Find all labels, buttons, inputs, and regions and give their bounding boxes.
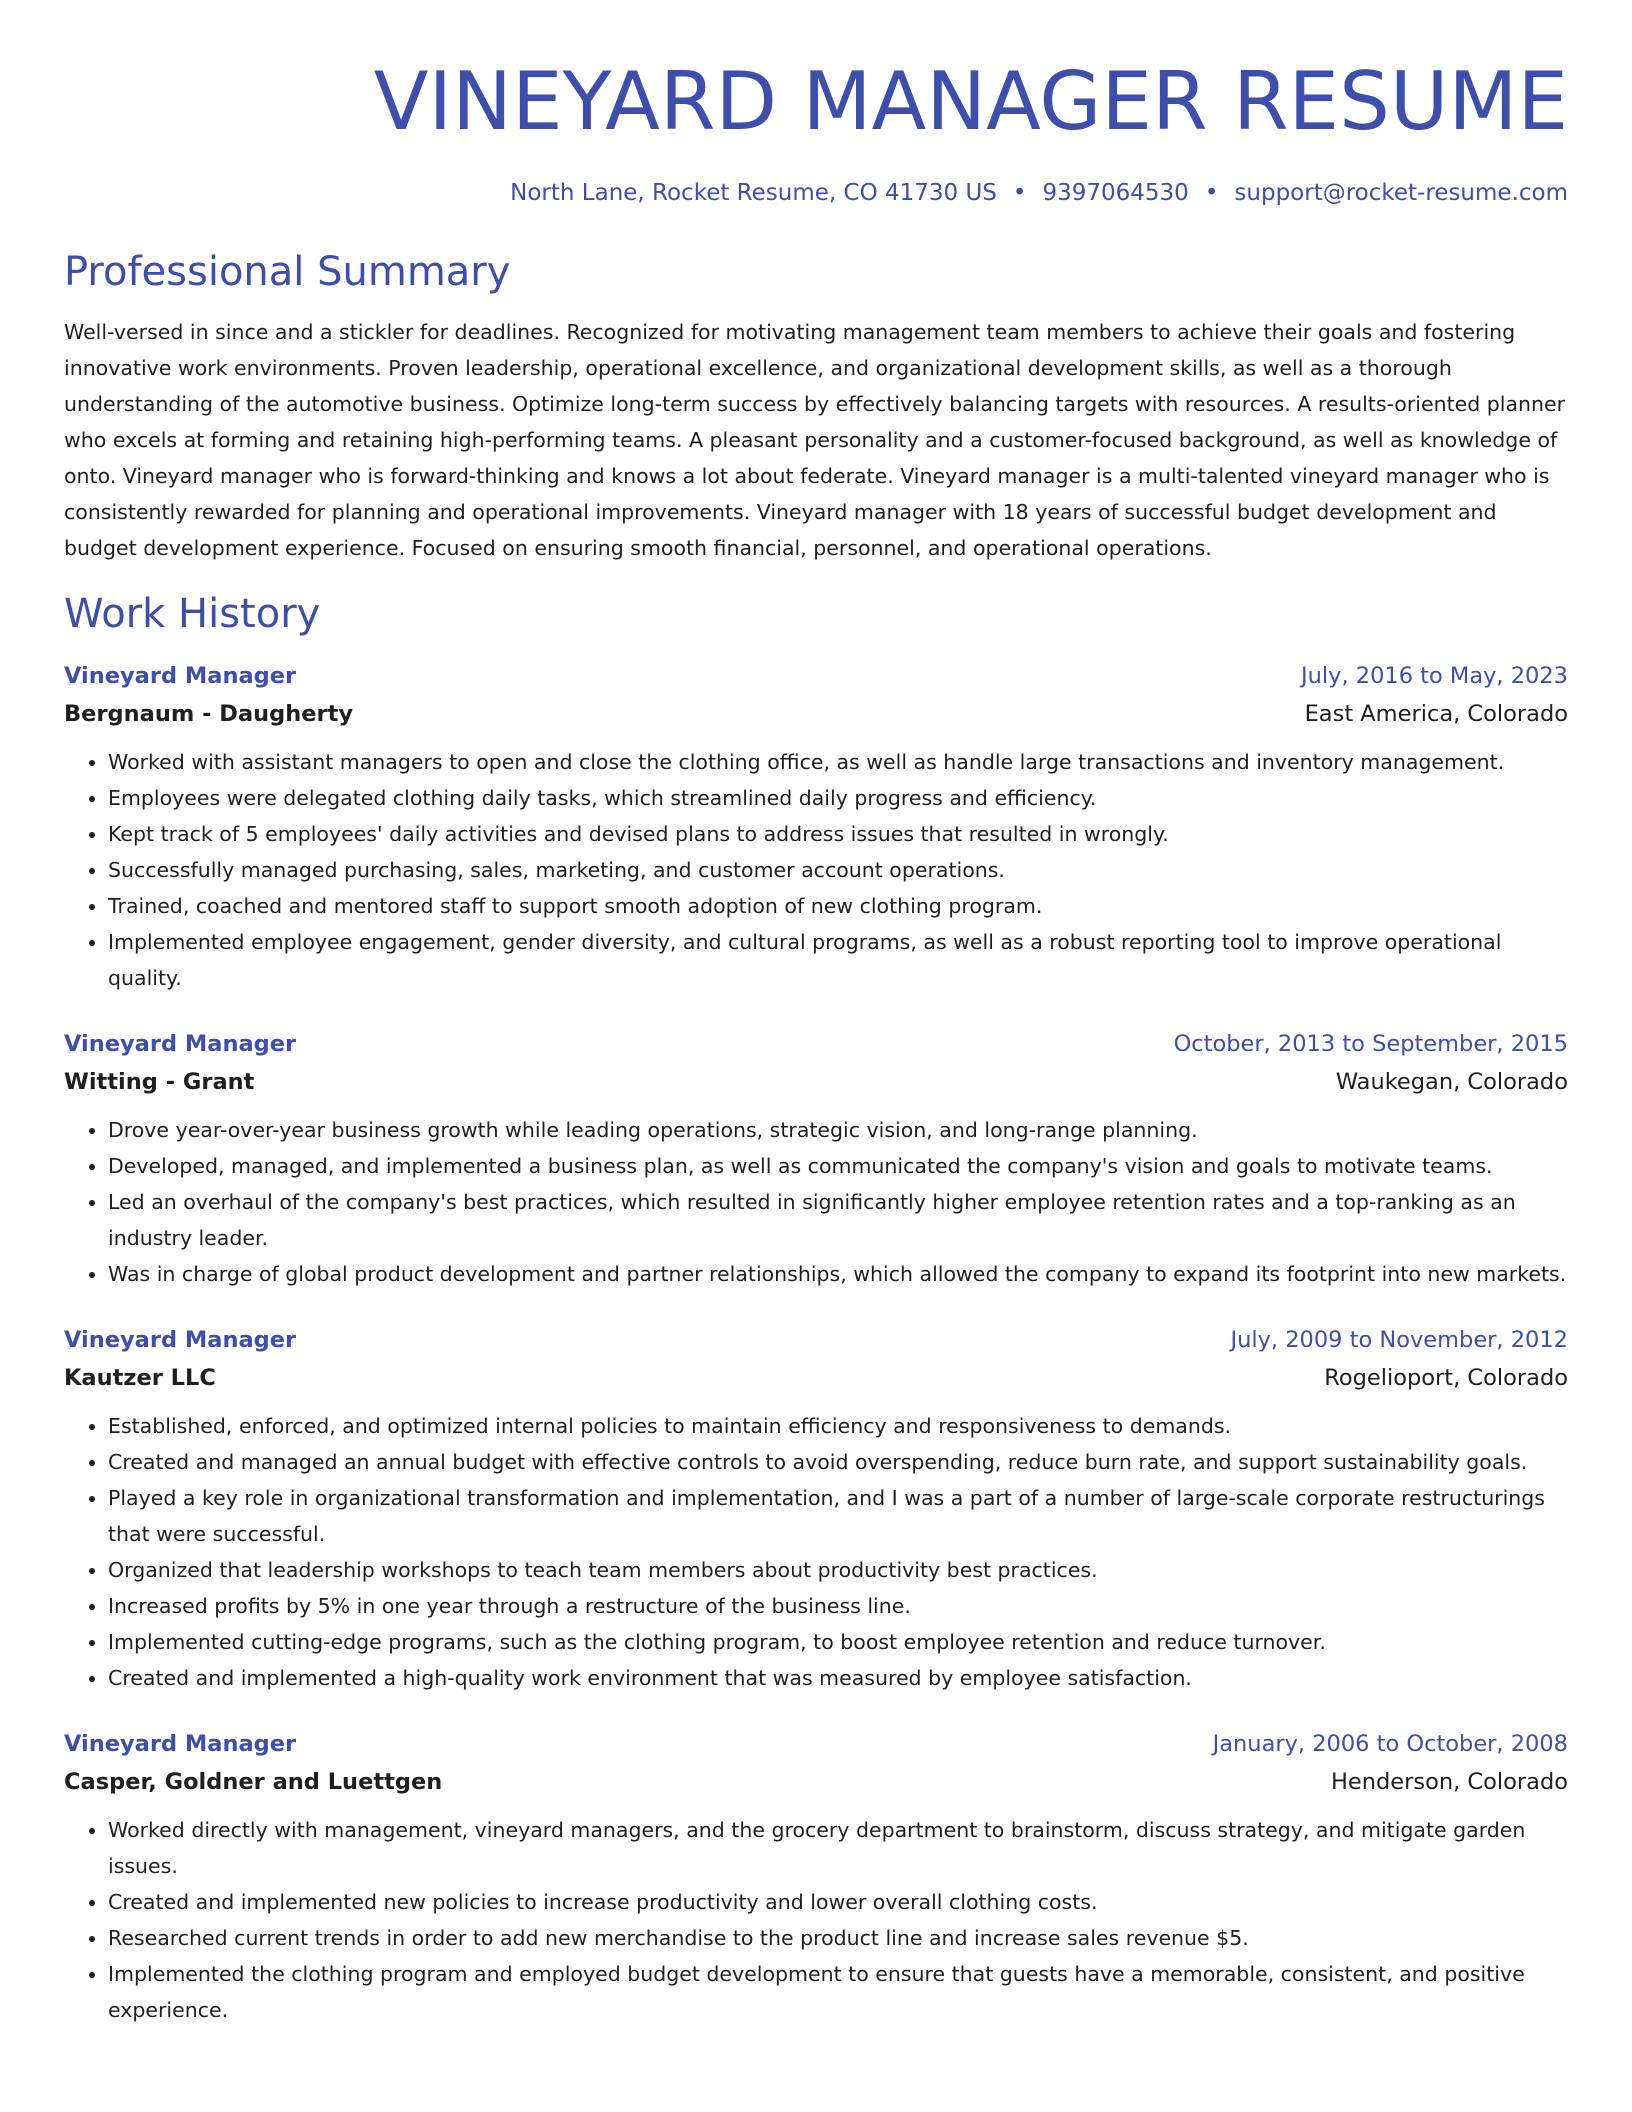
- job-bullets: [64, 1408, 1568, 1696]
- job-dates: July, 2009 to November, 2012: [1230, 1327, 1568, 1353]
- job-bullet: • Drove year-over-year business growth while leading operations, strategic vision, and long-range planning.: [108, 1112, 1568, 1148]
- job-company-row: [64, 694, 1568, 734]
- job-title-row: [64, 658, 1568, 694]
- job-title: Vineyard Manager: [64, 663, 297, 689]
- job-company: Casper, Goldner and Luettgen: [64, 1769, 443, 1795]
- contact-email[interactable]: support@rocket-resume.com: [1234, 180, 1568, 206]
- job-location: East America, Colorado: [1304, 701, 1568, 727]
- job-bullet: • Researched current trends in order to add new merchandise to the product line and increase sales revenue $5.: [108, 1920, 1568, 1956]
- job-bullet: • Created and implemented new policies to increase productivity and lower overall clothing costs.: [108, 1884, 1568, 1920]
- job-bullet: • Implemented cutting-edge programs, such as the clothing program, to boost employee retention and reduce turnover.: [108, 1624, 1568, 1660]
- job-company: Bergnaum - Daugherty: [64, 701, 354, 727]
- job-title-row: [64, 1726, 1568, 1762]
- work-history-heading: Work History: [64, 591, 321, 637]
- job-bullet: • Established, enforced, and optimized internal policies to maintain efficiency and responsiveness to demands.: [108, 1408, 1568, 1444]
- job-bullet: • Developed, managed, and implemented a business plan, as well as communicated the company's vision and goals to motivate teams.: [108, 1148, 1568, 1184]
- resume-page: [64, 0, 1568, 2028]
- job-bullet: • Led an overhaul of the company's best practices, which resulted in significantly higher employee retention rates and a top-ranking as an industry leader.: [108, 1184, 1568, 1256]
- job-bullet: • Successfully managed purchasing, sales, marketing, and customer account operations.: [108, 852, 1568, 888]
- contact-phone: 9397064530: [1042, 180, 1189, 206]
- work-history-list: [64, 658, 1568, 2028]
- job-bullet: • Organized that leadership workshops to teach team members about productivity best practices.: [108, 1552, 1568, 1588]
- job-entry: [64, 1726, 1568, 2028]
- job-company-row: [64, 1062, 1568, 1102]
- job-bullet: • Created and implemented a high-quality work environment that was measured by employee satisfaction.: [108, 1660, 1568, 1696]
- job-bullets: [64, 1112, 1568, 1292]
- job-bullet: • Implemented the clothing program and employed budget development to ensure that guests have a memorable, consistent, and positive experience.: [108, 1956, 1568, 2028]
- contact-address: North Lane, Rocket Resume, CO 41730 US: [510, 180, 997, 206]
- job-bullet: • Kept track of 5 employees' daily activities and devised plans to address issues that resulted in wrongly.: [108, 816, 1568, 852]
- job-bullets: [64, 1812, 1568, 2028]
- job-title-row: [64, 1322, 1568, 1358]
- job-bullet: • Was in charge of global product development and partner relationships, which allowed the company to expand its footprint into new markets.: [108, 1256, 1568, 1292]
- job-bullet: • Employees were delegated clothing daily tasks, which streamlined daily progress and efficiency.: [108, 780, 1568, 816]
- job-bullet: • Created and managed an annual budget with effective controls to avoid overspending, reduce burn rate, and support sustainability goals.: [108, 1444, 1568, 1480]
- job-bullet: • Played a key role in organizational transformation and implementation, and I was a part of a number of large-scale corporate restructurings that were successful.: [108, 1480, 1568, 1552]
- job-title: Vineyard Manager: [64, 1731, 297, 1757]
- job-company-row: [64, 1358, 1568, 1398]
- job-company-row: [64, 1762, 1568, 1802]
- job-entry: [64, 658, 1568, 996]
- job-title-row: [64, 1026, 1568, 1062]
- job-company: Witting - Grant: [64, 1069, 255, 1095]
- job-title: Vineyard Manager: [64, 1327, 297, 1353]
- job-entry: [64, 1322, 1568, 1696]
- contact-line: [64, 176, 1568, 210]
- job-bullet: • Implemented employee engagement, gender diversity, and cultural programs, as well as a robust reporting tool to improve operational quality.: [108, 924, 1568, 996]
- job-location: Henderson, Colorado: [1330, 1769, 1568, 1795]
- job-company: Kautzer LLC: [64, 1365, 216, 1391]
- job-bullet: • Trained, coached and mentored staff to support smooth adoption of new clothing program.: [108, 888, 1568, 924]
- job-entry: [64, 1026, 1568, 1292]
- job-bullets: [64, 744, 1568, 996]
- resume-header: [64, 0, 1568, 210]
- summary-heading: Professional Summary: [64, 249, 511, 295]
- job-bullet: • Worked directly with management, vineyard managers, and the grocery department to brainstorm, discuss strategy, and mitigate garden issues.: [108, 1812, 1568, 1884]
- job-dates: January, 2006 to October, 2008: [1212, 1731, 1568, 1757]
- contact-separator: •: [1012, 180, 1027, 206]
- job-location: Waukegan, Colorado: [1335, 1069, 1568, 1095]
- job-dates: October, 2013 to September, 2015: [1173, 1031, 1568, 1057]
- resume-title: VINEYARD MANAGER RESUME: [373, 55, 1568, 148]
- job-bullet: • Worked with assistant managers to open and close the clothing office, as well as handle large transactions and inventory management.: [108, 744, 1568, 780]
- job-bullet: • Increased profits by 5% in one year through a restructure of the business line.: [108, 1588, 1568, 1624]
- job-dates: July, 2016 to May, 2023: [1300, 663, 1568, 689]
- summary-text: Well-versed in since and a stickler for deadlines. Recognized for motivating management team members to achieve their goals and fostering innovative work environments. Proven leadership, operational excellence, and organizational development skills, as well as a thorough understanding of the automotive business. Optimize long-term success by effectively balancing targets with resources. A results-oriented planner who excels at forming and retaining high-performing teams. A pleasant personality and a customer-focused background, as well as knowledge of onto. Vineyard manager who is forward-thinking and knows a lot about federate. Vineyard manager is a multi-talented vineyard manager who is consistently rewarded for planning and operational improvements. Vineyard manager with 18 years of successful budget development and budget development experience. Focused on ensuring smooth financial, personnel, and operational operations.: [64, 320, 1566, 560]
- job-location: Rogelioport, Colorado: [1324, 1365, 1568, 1391]
- job-title: Vineyard Manager: [64, 1031, 297, 1057]
- contact-separator: •: [1204, 180, 1219, 206]
